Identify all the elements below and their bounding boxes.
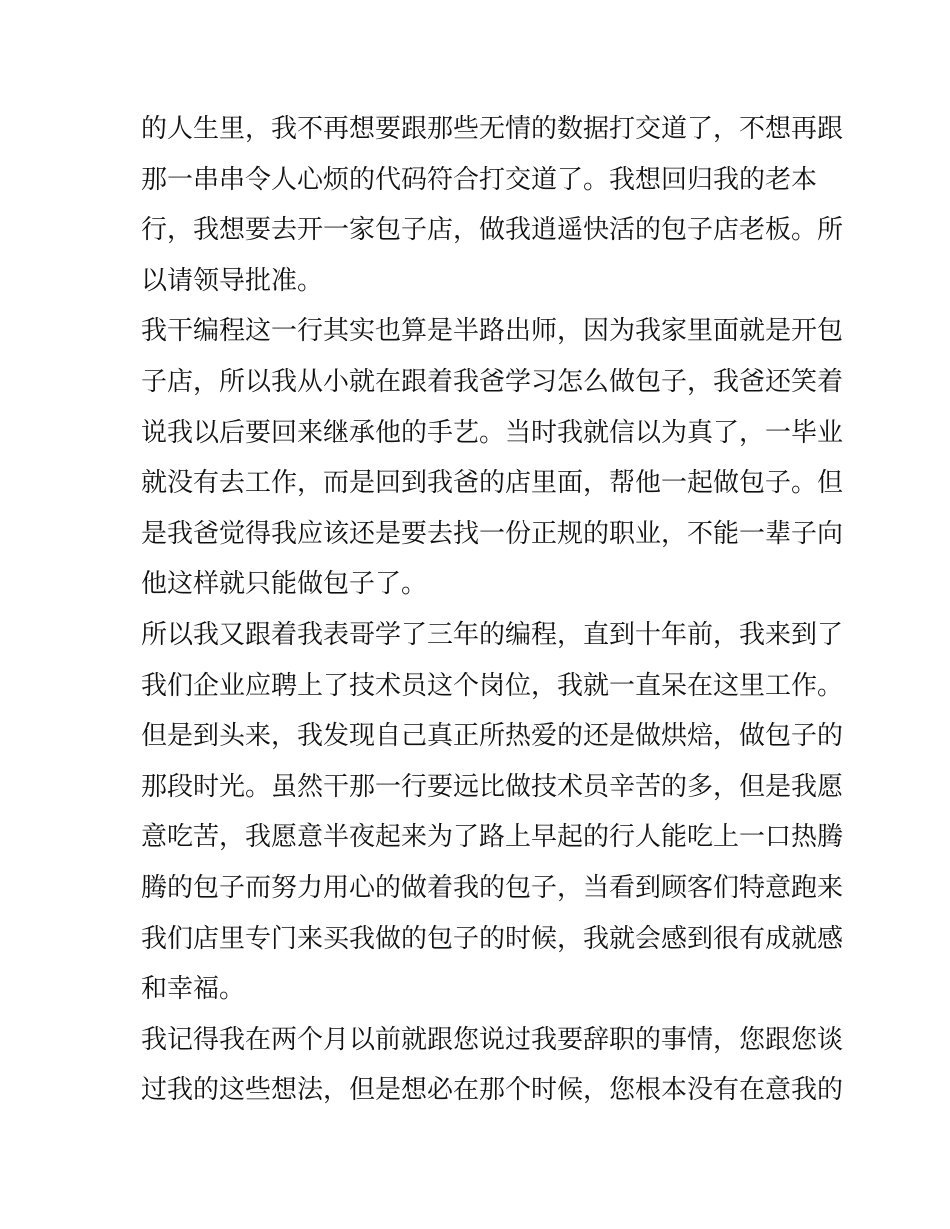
text-line: 那段时光。虽然干那一行要远比做技术员辛苦的多，但是我愿 (141, 771, 844, 802)
text-line: 所以我又跟着我表哥学了三年的编程，直到十年前，我来到了 (141, 619, 844, 650)
paragraph-1 (141, 104, 844, 306)
paragraph-3 (141, 610, 844, 1015)
paragraph-4 (141, 1015, 844, 1116)
text-line: 以请领导批准。 (141, 265, 324, 296)
text-line: 过我的这些想法，但是想必在那个时候，您根本没有在意我的 (141, 1075, 844, 1106)
text-line: 我干编程这一行其实也算是半路出师，因为我家里面就是开包 (141, 316, 844, 347)
text-line: 意吃苦，我愿意半夜起来为了路上早起的行人能吃上一口热腾 (141, 822, 844, 853)
text-line: 但是到头来，我发现自己真正所热爱的还是做烘焙，做包子的 (141, 721, 844, 752)
text-line: 说我以后要回来继承他的手艺。当时我就信以为真了，一毕业 (141, 417, 844, 448)
text-line: 那一串串令人心烦的代码符合打交道了。我想回归我的老本 (141, 164, 818, 195)
text-line: 是我爸觉得我应该还是要去找一份正规的职业，不能一辈子向 (141, 518, 844, 549)
text-line: 我们店里专门来买我做的包子的时候，我就会感到很有成就感 (141, 923, 844, 954)
text-line: 腾的包子而努力用心的做着我的包子，当看到顾客们特意跑来 (141, 872, 844, 903)
paragraph-2 (141, 306, 844, 610)
text-line: 他这样就只能做包子了。 (141, 569, 428, 600)
text-line: 行，我想要去开一家包子店，做我逍遥快活的包子店老板。所 (141, 215, 844, 246)
text-line: 的人生里，我不再想要跟那些无情的数据打交道了，不想再跟 (141, 114, 844, 144)
document-body (141, 104, 844, 1116)
text-line: 子店，所以我从小就在跟着我爸学习怎么做包子，我爸还笑着 (141, 366, 844, 397)
text-line: 就没有去工作，而是回到我爸的店里面，帮他一起做包子。但 (141, 468, 844, 499)
text-line: 我记得我在两个月以前就跟您说过我要辞职的事情，您跟您谈 (141, 1024, 844, 1055)
text-line: 和幸福。 (141, 974, 246, 1005)
text-line: 我们企业应聘上了技术员这个岗位，我就一直呆在这里工作。 (141, 670, 844, 701)
